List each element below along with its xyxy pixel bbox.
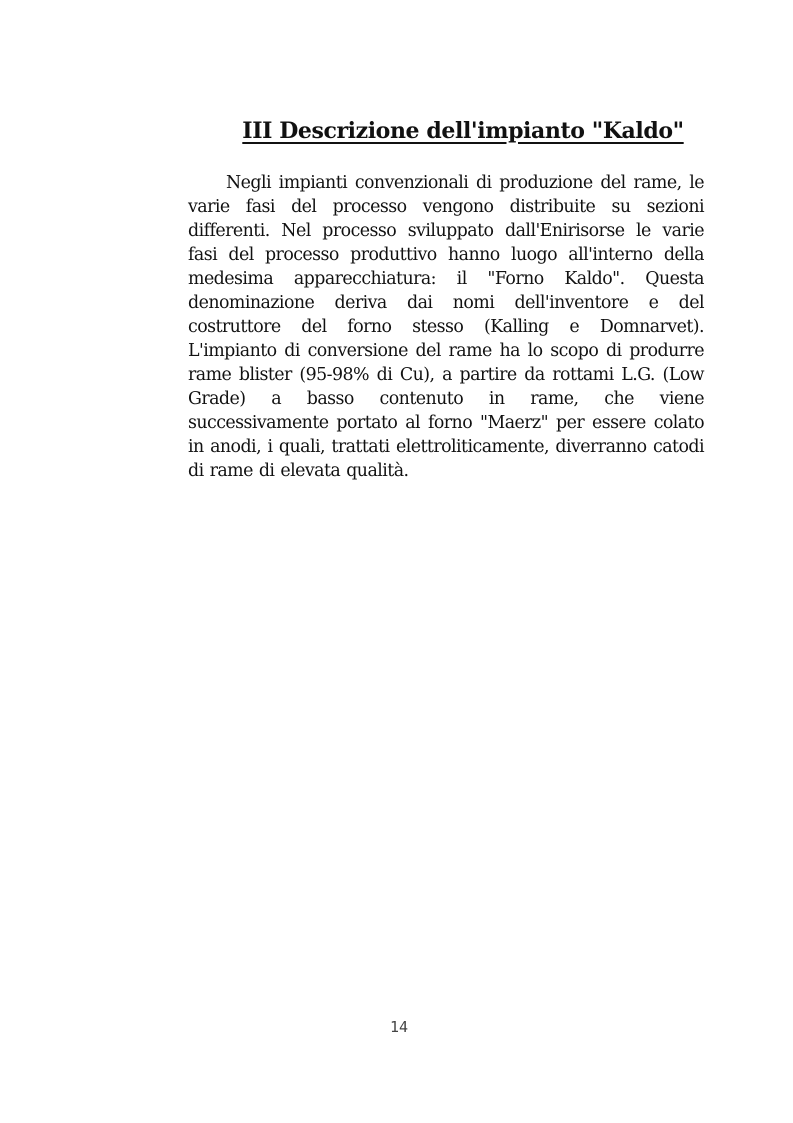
section-title: III Descrizione dell'impianto "Kaldo" [242,118,684,144]
body-paragraph: Negli impianti convenzionali di produzione del rame, le varie fasi del processo vengono distribuite su sezioni differenti. Nel processo sviluppato dall'Enirisorse le varie fasi del processo produttivo hanno luogo all'interno della medesima apparecchiatura: il "Forno Kaldo". Questa denominazione deriva dai nomi dell'inventore e del costruttore del forno stesso (Kalling e Domnarvet). L'impianto di conversione del rame ha lo scopo di produrre rame blister (95-98% di Cu), a partire da rottami L.G. (Low Grade) a basso contenuto in rame, che viene successivamente portato al forno "Maerz" per essere colato in anodi, i quali, trattati elettroliticamente, diverranno catodi di rame di elevata qualità. [188,173,704,481]
page-number: 14 [390,1018,409,1036]
